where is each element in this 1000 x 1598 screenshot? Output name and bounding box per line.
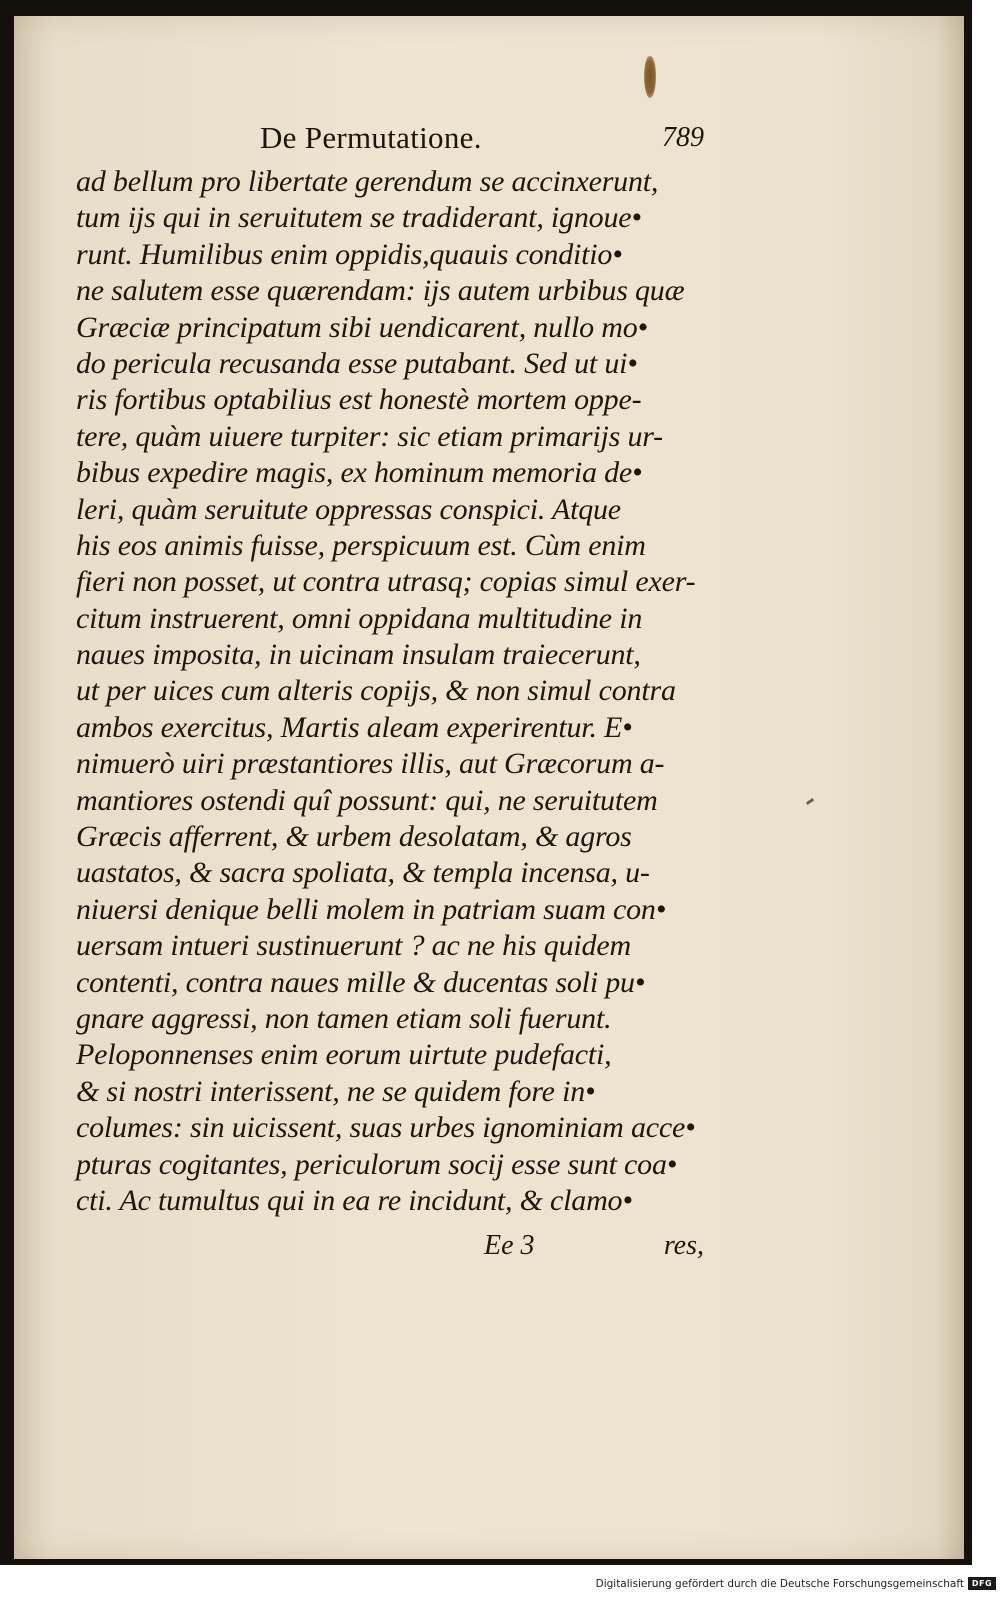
text-line: gnare aggressi, non tamen etiam soli fuerunt. bbox=[76, 1001, 612, 1035]
dfg-logo: DFG bbox=[968, 1577, 996, 1590]
text-line: ad bellum pro libertate gerendum se accinxerunt, bbox=[76, 165, 659, 198]
text-line: naues imposita, in uicinam insulam traiecerunt, bbox=[76, 638, 641, 672]
text-line: tere, quàm uiuere turpiter: sic etiam primarijs ur- bbox=[76, 419, 663, 453]
digitization-footer bbox=[0, 1573, 1000, 1598]
body-text bbox=[76, 164, 716, 1219]
text-line: runt. Humilibus enim oppidis,quauis conditio• bbox=[76, 237, 623, 271]
text-line: nimuerò uiri præstantiores illis, aut Græcorum a- bbox=[76, 747, 665, 781]
text-line: columes: sin uicissent, suas urbes ignominiam acce• bbox=[76, 1111, 696, 1145]
page-number: 789 bbox=[662, 122, 704, 153]
text-line: his eos animis fuisse, perspicuum est. Cùm enim bbox=[76, 528, 646, 562]
text-line: ut per uices cum alteris copijs, & non simul contra bbox=[76, 674, 676, 708]
ink-stain bbox=[644, 56, 656, 98]
text-line: leri, quàm seruitute oppressas conspici. Atque bbox=[76, 492, 621, 526]
text-line: contenti, contra naues mille & ducentas soli pu• bbox=[76, 965, 646, 999]
running-head: De Permutatione. bbox=[260, 120, 482, 155]
text-line: ris fortibus optabilius est honestè mortem oppe- bbox=[76, 383, 642, 417]
text-line: mantiores ostendi quî possunt: qui, ne seruitutem bbox=[76, 783, 658, 817]
text-line: ambos exercitus, Martis aleam experirentur. E• bbox=[76, 710, 633, 744]
stray-mark bbox=[806, 798, 814, 805]
text-line: uastatos, & sacra spoliata, & templa incensa, u- bbox=[76, 856, 650, 890]
catchline bbox=[484, 1230, 704, 1266]
funding-credit: Digitalisierung gefördert durch die Deutsche Forschungsgemeinschaft bbox=[595, 1578, 964, 1590]
text-line: ne salutem esse quærendam: ijs autem urbibus quæ bbox=[76, 274, 685, 308]
page-header bbox=[84, 116, 704, 160]
text-line: & si nostri interissent, ne se quidem fore in• bbox=[76, 1074, 596, 1108]
text-line: Græciæ principatum sibi uendicarent, nullo mo• bbox=[76, 310, 648, 344]
signature-mark: Ee 3 bbox=[484, 1230, 535, 1261]
text-line: bibus expedire magis, ex hominum memoria de• bbox=[76, 456, 643, 490]
text-line: do pericula recusanda esse putabant. Sed ut ui• bbox=[76, 346, 638, 380]
text-line: tum ijs qui in seruitutem se tradiderant, ignoue• bbox=[76, 201, 642, 235]
text-line: fieri non posset, ut contra utrasq; copias simul exer- bbox=[76, 565, 696, 599]
text-line: niuersi denique belli molem in patriam suam con• bbox=[76, 892, 667, 926]
text-line: cti. Ac tumultus qui in ea re incidunt, & clamo• bbox=[76, 1183, 633, 1217]
text-line: uersam intueri sustinuerunt ? ac ne his quidem bbox=[76, 929, 631, 963]
book-page bbox=[14, 16, 964, 1559]
text-line: Peloponnenses enim eorum uirtute pudefacti, bbox=[76, 1038, 612, 1072]
text-line: citum instruerent, omni oppidana multitudine in bbox=[76, 601, 643, 635]
text-line: Græcis afferrent, & urbem desolatam, & agros bbox=[76, 820, 632, 854]
catchword: res, bbox=[663, 1230, 704, 1261]
text-line: pturas cogitantes, periculorum socij esse sunt coa• bbox=[76, 1147, 678, 1181]
